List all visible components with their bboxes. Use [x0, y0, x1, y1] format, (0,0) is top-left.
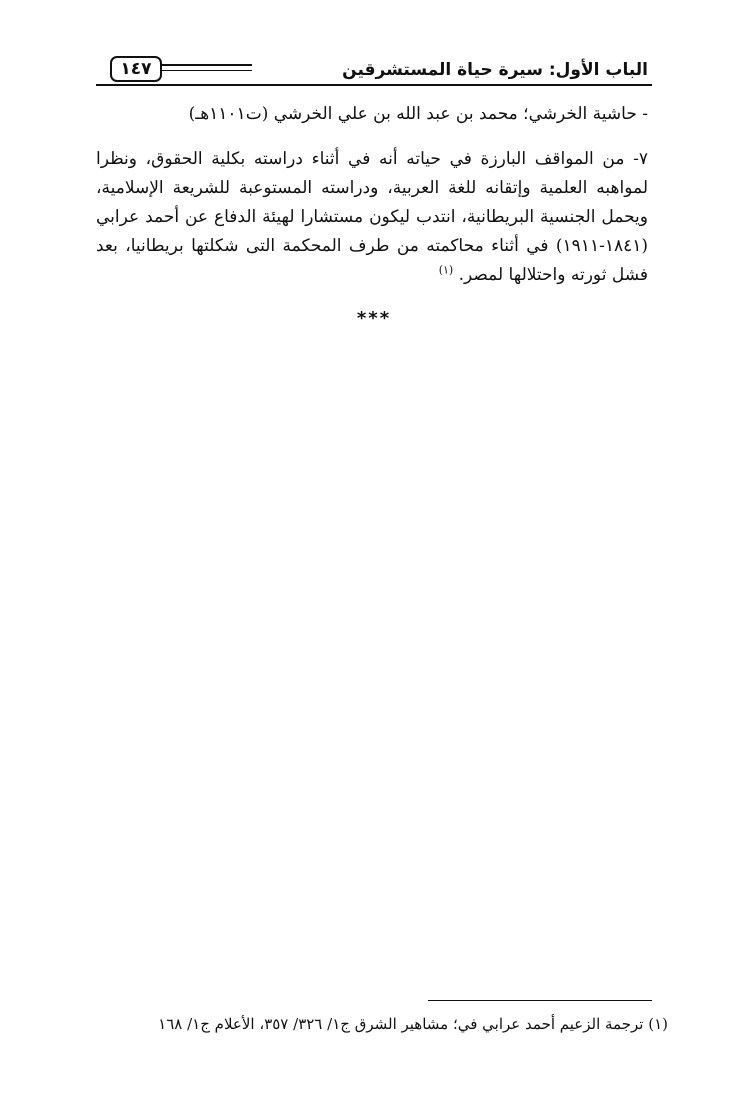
footnote-rule [428, 1000, 652, 1001]
section-separator: *** [356, 308, 392, 329]
header-ornament-line [160, 64, 252, 71]
page-header [96, 50, 652, 86]
chapter-title: الباب الأول: سيرة حياة المستشرقين [342, 60, 648, 80]
main-text [96, 100, 648, 290]
item-line: - حاشية الخرشي؛ محمد بن عبد الله بن علي الخرشي (ت١١٠١هـ) [188, 104, 648, 124]
footnote: (١) ترجمة الزعيم أحمد عرابي في؛ مشاهير الشرق ج١/ ٣٢٦/ ٣٥٧، الأعلام ج١/ ١٦٨ [158, 1015, 668, 1033]
footnote-reference: (١) [438, 263, 454, 277]
paragraph-7-text: ٧- من المواقف البارزة في حياته أنه في أثناء دراسته بكلية الحقوق، ونظرا لمواهبه العلمية وإتقانه للغة العربية، ودراسته المستوعبة للشريعة الإسلامية، ويحمل الجنسية البريطانية، انتدب ليكون مستشارا لهيئة الدفاع عن أحمد عرابي (١٨٤١-١٩١١) في أثناء محاكمته من طرف المحكمة التى شكلتها بريطانيا، بعد فشل ثورته واحتلالها لمصر. [96, 149, 648, 285]
paragraph-7 [96, 145, 648, 290]
header-rule [96, 84, 652, 86]
page-number: ١٤٧ [110, 56, 162, 82]
